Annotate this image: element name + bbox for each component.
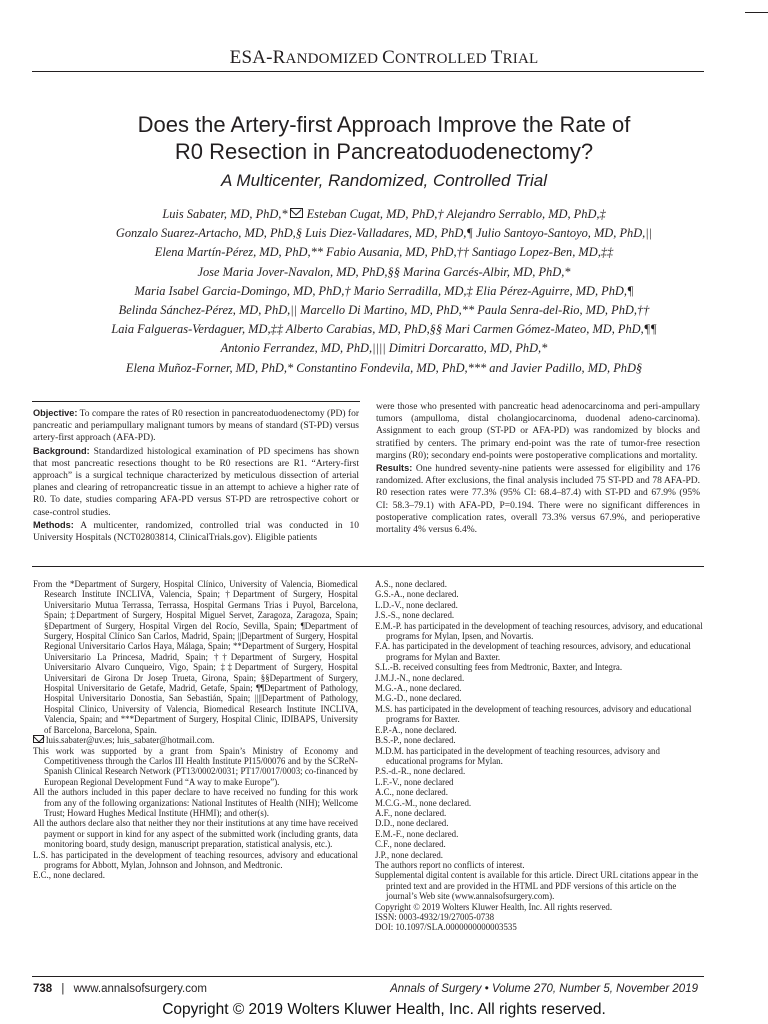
page-number: 738 [33,983,53,995]
abstract-methods-cont: were those who presented with pancreatic head adenocarcinoma and peri-ampullary tumors (ampulloma, distal cholangiocarcinoma, duodenal adeno-carcinoma). Assignment to each group (ST-PD or AFA-PD) was randomized by blocks and stratified by centers. The primary end-point was the rate of tumor-free resection margins (R0); secondary end-points were postoperative complications and mortality. [376,402,700,461]
funding-note: All the authors declare also that neither they nor their institutions at any time have received payment or support in kind for any aspect of the submitted work (including grants, data monitoring board, study design, manuscript preparation, statistical analysis, etc.). [33,818,358,850]
envelope-icon [33,735,44,743]
disclosure: G.S.-A., none declared. [375,589,459,600]
disclosure: L.S. has participated in the development of teaching resources, advisory and educational programs for Abbott, Mylan, Johnson and Johnson, and Medtronic. [33,849,358,870]
copyright-watermark: Copyright © 2019 Wolters Kluwer Health, Inc. All rights reserved. [162,1001,606,1018]
abstract-methods: Methods: A multicenter, randomized, controlled trial was conducted in 10 University Hospitals (NCT02803814, ClinicalTrials.gov). Eligible patients [33,519,359,544]
disclosure: D.D., none declared. [375,818,449,829]
doi: DOI: 10.1097/SLA.0000000000003535 [375,922,517,933]
funding-note: This work was supported by a grant from Spain’s Ministry of Economy and Competitiveness through the Carlos III Health Institute PI15/00076 and by the SCReN-Spanish Clinical Research Network (PT13/0002/0031; PT17/0017/0003; co-financed by European Regional Development Fund “A way to make Europe”). [33,745,358,787]
section-heading: ESA-RANDOMIZED CONTROLLED TRIAL [229,47,539,68]
disclosure: J.P., none declared. [375,849,444,860]
corner-mark [745,12,768,13]
disclosure: J.S.-S., none declared. [375,610,455,621]
journal-website[interactable]: www.annalsofsurgery.com [73,983,207,995]
abstract-results: Results: One hundred seventy-nine patients were assessed for eligibility and 176 randomized. After exclusions, the final analysis included 75 ST-PD and 78 AFA-PD. R0 resection rates were 77.3% (95% CI: 68.4–87.4) with ST-PD and 67.9% (95% CI: 58.3–79.1) with AFA-PD, P=0.194. There were no significant differences in postoperative complication rates, overall 73.3% versus 67.9%, and perioperative mortality 4% versus 6.4%. [376,463,700,536]
disclosure: L.F.-V., none declared [375,776,454,787]
abstract-objective: Objective: To compare the rates of R0 resection in pancreatoduodenectomy (PD) for pancreatic and periampullary malignant tumors by means of standard (ST-PD) versus artery-first approach (AFA-PD). [33,408,359,444]
disclosure: B.S.-P., none declared. [375,735,456,746]
journal-name: Annals of Surgery [390,983,482,995]
conflict-statement: The authors report no conflicts of interest. [375,859,525,870]
envelope-icon [290,208,303,218]
footer-rule [32,976,704,977]
abstract-right-column [376,401,700,536]
disclosure: E.P.-A., none declared. [375,724,457,735]
disclosure: E.C., none declared. [33,870,105,881]
author-line: Jose Maria Jover-Navalon, MD, PhD,§§ Marina Garcés-Albir, MD, PhD,* [197,264,571,279]
disclosure: P.S.-d.-R., none declared. [375,766,466,777]
disclosure: L.D.-V., none declared. [375,599,458,610]
author-line: Antonio Ferrandez, MD, PhD,|||| Dimitri Dorcaratto, MD, PhD,* [220,341,548,356]
footer-right: Annals of Surgery • Volume 270, Number 5, November 2019 [390,983,698,995]
abstract-left-column [33,407,359,544]
supplemental-note: Supplemental digital content is available for this article. Direct URL citations appear in the printed text and are provided in the HTML and PDF versions of this article on the journal’s Web site (www.annalsofsurgery.com). [375,870,699,902]
disclosure: A.S., none declared. [375,579,447,589]
disclosure: E.M.-P. has participated in the development of teaching resources, advisory, and educational programs for Mylan, Ipsen, and Novartis. [375,620,703,642]
funding-note: All the authors included in this paper declare to have received no funding for this work from any of the following organizations: National Institutes of Health (NIH); Wellcome Trust; Howard Hughes Medical Institute (HHMI); and other(s). [33,787,358,818]
footnotes-left [33,579,358,881]
footer-left: 738 | www.annalsofsurgery.com [33,983,207,995]
disclosure: S.L.-B. received consulting fees from Medtronic, Baxter, and Integra. [375,662,623,673]
author-line: Luis Sabater, MD, PhD,* Esteban Cugat, MD, PhD,† Alejandro Serrablo, MD, PhD,‡ [162,207,606,221]
disclosure: F.A. has participated in the development of teaching resources, advisory, and educational programs for Mylan and Baxter. [375,641,691,662]
author-line: Laia Falgueras-Verdaguer, MD,‡‡ Alberto Carabias, MD, PhD,§§ Mari Carmen Gómez-Mateo, MD, PhD,¶¶ [111,322,657,337]
affiliations: From the *Department of Surgery, Hospital Clínico, University of Valencia, Biomedical Research Institute INCLIVA, Valencia, Spain; †Department of Surgery, Hospital Universitario Mutua Terrassa, Terrassa, Hospital Germans Trias i Puyol, Barcelona, Spain; ‡Department of Surgery, Hospital Miguel Servet, Zaragoza, Zaragoza, Spain; §Department of Surgery, Hospital Virgen del Rocío, Sevilla, Spain; ¶Department of Surgery, Hospital Clínico San Carlos, Madrid, Spain; ||Department of Surgery, Hospital Regional Universitario Carlos Haya, Málaga, Spain; **Department of Surgery, Hospital Universitario La Princesa, Madrid, Spain; ††Department of Surgery, Hospital Universitario Alvaro Cunqueiro, Vigo, Spain; ‡‡Department of Surgery, Hospital Universitari de Girona Dr Josep Trueta, Girona, Spain; §§Department of Surgery, Hospital Universitario de Getafe, Madrid, Getafe, Spain; ¶¶Department of Pathology, Hospital Universitario Donostia, San Sebastián, Spain; ||||Department of Pathology, Hospital Clinico, University of Valencia, Biomedical Research Institute INCLIVA, Valencia, Spain; and ***Department of Surgery, Hospital Clinic, IDIBAPS, University of Barcelona, Barcelona, Spain. [33,579,358,735]
disclosure: M.G.-A., none declared. [375,683,462,694]
issn: ISSN: 0003-4932/19/27005-0738 [375,912,495,922]
author-line: Elena Martín-Pérez, MD, PhD,** Fabio Ausania, MD, PhD,†† Santiago Lopez-Ben, MD,‡‡ [154,245,614,260]
disclosure: E.M.-F., none declared. [375,828,459,839]
disclosure: A.F., none declared. [375,807,447,818]
abstract-top-rule [32,401,360,402]
disclosure: A.C., none declared. [375,787,448,798]
author-line: Elena Muñoz-Forner, MD, PhD,* Constantino Fondevila, MD, PhD,*** and Javier Padillo, MD, PhD§ [125,360,643,375]
abstract-bottom-rule [32,566,704,567]
disclosure: J.M.J.-N., none declared. [375,672,465,683]
footnotes-right [375,579,703,933]
author-line: Belinda Sánchez-Pérez, MD, PhD,|| Marcello Di Martino, MD, PhD,** Paula Senra-del-Rio, MD, PhD,†† [118,303,650,318]
disclosure: M.C.G.-M., none declared. [375,797,472,808]
abstract-background: Background: Standardized histological examination of PD specimens has shown that most pancreatic resections thought to be R0 resections are R1. “Artery-first approach” is a surgical technique characterized by meticulous dissection of arterial planes and clearing of retropancreatic tissue in an attempt to achieve a higher rate of R0. To date, studies comparing AFA-PD versus ST-PD are retrospective cohort or case-control studies. [33,445,359,518]
disclosure: C.F., none declared. [375,839,446,850]
disclosure: M.S. has participated in the development of teaching resources, advisory and educational programs for Baxter. [375,703,692,725]
article-subtitle: A Multicenter, Randomized, Controlled Trial [221,171,547,190]
copyright-note: Copyright © 2019 Wolters Kluwer Health, Inc. All rights reserved. [375,901,613,912]
author-line: Gonzalo Suarez-Artacho, MD, PhD,§ Luis Diez-Valladares, MD, PhD,¶ Julio Santoyo-Santoyo, MD, PhD,|| [115,226,653,241]
correspondence: luis.sabater@uv.es; luis_sabater@hotmail.com. [33,735,358,745]
disclosure: M.G.-D., none declared. [375,693,462,704]
article-title: Does the Artery-first Approach Improve the Rate of R0 Resection in Pancreatoduodenectomy? [137,112,631,164]
author-line: Maria Isabel Garcia-Domingo, MD, PhD,† Mario Serradilla, MD,‡ Elia Pérez-Aguirre, MD, PhD,¶ [134,283,634,298]
issue-info: Volume 270, Number 5, November 2019 [491,983,698,995]
author-list [30,205,738,378]
header-rule [32,71,704,72]
disclosure: M.D.M. has participated in the development of teaching resources, advisory and educational programs for Mylan. [375,745,660,766]
